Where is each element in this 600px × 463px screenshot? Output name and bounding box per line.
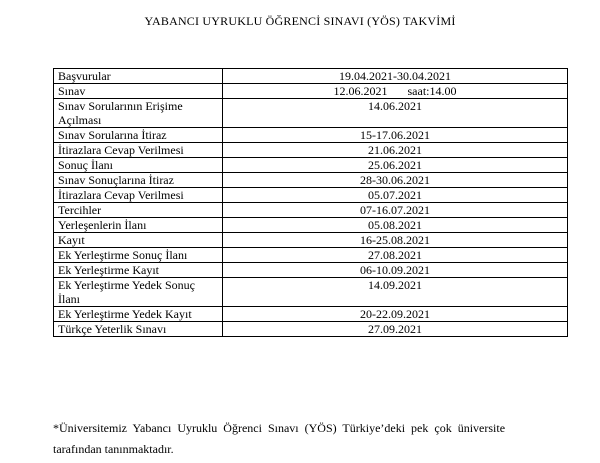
- row-label: Yerleşenlerin İlanı: [54, 218, 223, 233]
- row-value: 21.06.2021: [223, 143, 568, 158]
- row-value: 05.07.2021: [223, 188, 568, 203]
- row-value-cell: [223, 84, 568, 99]
- row-value: 27.09.2021: [223, 322, 568, 337]
- schedule-table: [53, 68, 568, 337]
- row-label: Sonuç İlanı: [54, 158, 223, 173]
- row-value: 15-17.06.2021: [223, 128, 568, 143]
- row-label: Sınav Sorularına İtiraz: [54, 128, 223, 143]
- table-row: [54, 307, 568, 322]
- document-title: YABANCI UYRUKLU ÖĞRENCİ SINAVI (YÖS) TAKVİMİ: [144, 14, 456, 28]
- table-row: [54, 188, 568, 203]
- row-label: Sınav: [54, 84, 223, 99]
- table-row: [54, 143, 568, 158]
- row-label: Ek Yerleştirme Sonuç İlanı: [54, 248, 223, 263]
- table-row: [54, 322, 568, 337]
- footnote: [53, 418, 568, 460]
- row-label: Sınav Sonuçlarına İtiraz: [54, 173, 223, 188]
- table-row: [54, 173, 568, 188]
- table-row: [54, 263, 568, 278]
- exam-time: saat:14.00: [407, 84, 457, 98]
- footnote-line-1: *Üniversitemiz Yabancı Uyruklu Öğrenci Sınavı (YÖS) Türkiye’deki pek çok üniversite: [53, 421, 506, 435]
- table-row: [54, 233, 568, 248]
- footnote-line-2: tarafından tanınmaktadır.: [53, 442, 174, 456]
- row-value: 28-30.06.2021: [223, 173, 568, 188]
- table-row: [54, 128, 568, 143]
- row-label: Ek Yerleştirme Yedek Sonuç İlanı: [54, 278, 223, 307]
- row-value: 14.09.2021: [223, 278, 568, 307]
- row-label: Ek Yerleştirme Kayıt: [54, 263, 223, 278]
- row-label: Türkçe Yeterlik Sınavı: [54, 322, 223, 337]
- table-row: [54, 278, 568, 307]
- row-label: Sınav Sorularının Erişime Açılması: [54, 99, 223, 128]
- row-value: 16-25.08.2021: [223, 233, 568, 248]
- row-value: 25.06.2021: [223, 158, 568, 173]
- table-row: [54, 203, 568, 218]
- row-label: Ek Yerleştirme Yedek Kayıt: [54, 307, 223, 322]
- table-row: [54, 248, 568, 263]
- row-label: Başvurular: [54, 69, 223, 84]
- row-value: 06-10.09.2021: [223, 263, 568, 278]
- table-row: [54, 69, 568, 84]
- row-value: 27.08.2021: [223, 248, 568, 263]
- row-value: 19.04.2021-30.04.2021: [223, 69, 568, 84]
- row-value: 14.06.2021: [223, 99, 568, 128]
- table-row: [54, 158, 568, 173]
- row-value: 05.08.2021: [223, 218, 568, 233]
- row-value: 07-16.07.2021: [223, 203, 568, 218]
- row-label: İtirazlara Cevap Verilmesi: [54, 188, 223, 203]
- table-row: [54, 99, 568, 128]
- row-label: Kayıt: [54, 233, 223, 248]
- row-label: Tercihler: [54, 203, 223, 218]
- row-label: İtirazlara Cevap Verilmesi: [54, 143, 223, 158]
- row-value: 12.06.2021: [333, 84, 388, 98]
- row-value: 20-22.09.2021: [223, 307, 568, 322]
- table-row: [54, 84, 568, 99]
- table-row: [54, 218, 568, 233]
